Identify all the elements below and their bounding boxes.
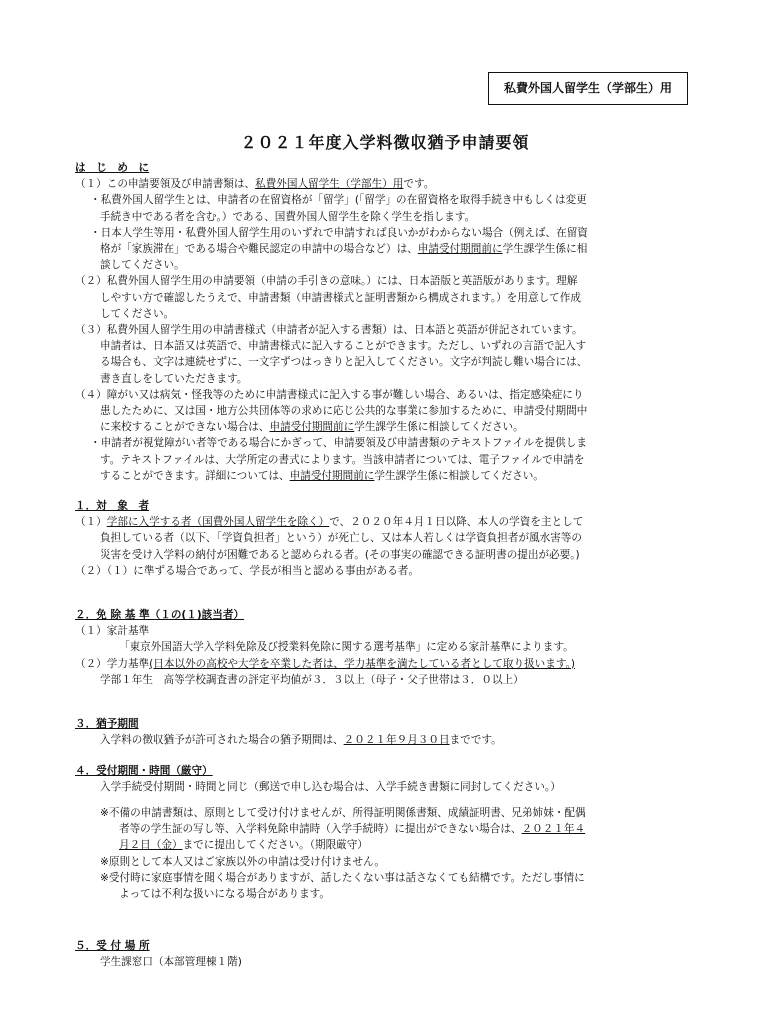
underlined-text: (日本以外の高校や大学を卒業した者は、学力基準を満たしている者として取り扱います。) (149, 657, 576, 670)
text: 者等の学生証の写し等、入学料免除申請時（入学手続時）に提出ができない場合は、 (119, 823, 522, 836)
section-line (75, 821, 705, 837)
page-title: ２０２１年度入学料徴収猶予申請要領 (240, 133, 530, 152)
underlined-text: 申請受付期間前に (269, 421, 355, 434)
underlined-text: ２０２１年４ (521, 823, 586, 836)
intro-section (75, 160, 705, 484)
underlined-text: 私費外国人留学生（学部生）用 (255, 178, 404, 191)
text: までです。 (449, 734, 502, 747)
criteria-section (75, 607, 705, 688)
underlined-text: 申請受付期間前に (417, 243, 503, 256)
text: することができます。詳細については、 (100, 469, 290, 482)
intro-line (75, 176, 705, 192)
intro-line: 書き直しをしていただきます。 (100, 372, 248, 385)
section-heading: ２．免 除 基 準（１の(１)該当者） (75, 609, 245, 622)
reception-period-section (75, 763, 705, 903)
text: までに提出してください。（期限厳守） (182, 839, 368, 852)
section-heading: ３．猶予期間 (75, 718, 139, 731)
section-heading: ４．受付期間・時間（厳守） (75, 764, 213, 777)
reception-place-section (75, 938, 705, 970)
audience-badge: 私費外国人留学生（学部生）用 (488, 72, 688, 105)
section-line: （２）（１）に準ずる場合であって、学長が相当と認める事由がある者。 (75, 564, 419, 577)
text: です。 (403, 178, 435, 191)
text: （１） (75, 516, 107, 529)
section-line: ※受付時に家庭事情を聞く場合がありますが、話したくない事は話さなくても結構です。ただし事情に (100, 871, 585, 884)
intro-line: しやすい方で確認したうえで、申請書類（申請書様式と証明書類から構成されます。）を用意して作成 (100, 291, 581, 304)
text: 学生課学生係に相談してください。 (374, 469, 544, 482)
intro-line: ・日本人学生等用・私費外国人留学生用のいずれで申請すれば良いかがわからない場合（例えば、在留資 (90, 226, 588, 239)
intro-line (75, 241, 705, 257)
intro-line: 患したために、又は国・地方公共団体等の求めに応じ公共的な事業に参加するために、申請受付期間中 (100, 405, 588, 418)
intro-line: 手続き中である者を含む。）である、国費外国人留学生を除く学生を指します。 (100, 210, 476, 223)
underlined-text: 学部に入学する者（国費外国人留学生を除く） (106, 516, 330, 529)
text: 学生課学生係に相 (502, 243, 588, 256)
section-line (75, 732, 705, 748)
section-line: 災害を受け入学料の納付が困難であると認められる者。(その事実の確認できる証明書の提出が必要。) (100, 548, 580, 561)
intro-line: す。テキストファイルは、大学所定の書式によります。当該申請者については、電子ファイルで申請を (100, 453, 585, 466)
intro-line: （３）私費外国人留学生用の申請書様式（申請者が記入する書類）は、日本語と英語が併記されています。 (75, 324, 583, 337)
intro-line: 申請者は、日本語又は英語で、申請書様式に記入することができます。ただし、いずれの言語で記入す (100, 340, 587, 353)
underlined-text: 申請受付期間前に (289, 469, 375, 482)
section-heading: １．対 象 者 (75, 500, 150, 513)
section-line: 「東京外国語大学入学料免除及び授業料免除に関する選考基準」に定める家計基準によります。 (119, 641, 574, 654)
intro-line: してください。 (100, 307, 175, 320)
section-line: ※不備の申請書類は、原則として受け付けませんが、所得証明関係書類、成績証明書、兄弟姉妹・配偶 (100, 806, 586, 819)
section-line: ※原則として本人又はご家族以外の申請は受け付けません。 (100, 855, 385, 868)
intro-line: ・申請者が視覚障がい者等である場合にかぎって、申請要領及び申請書類のテキストファイルを提供しま (90, 437, 587, 450)
section-line: よっては不利な扱いになる場合があります。 (119, 887, 331, 900)
text: （２）学力基準 (75, 657, 150, 670)
intro-heading: は じ め に (75, 162, 150, 174)
intro-line: （２）私費外国人留学生用の申請要領（申請の手引きの意味。）には、日本語版と英語版があります。理解 (75, 275, 578, 288)
text: 入学料の徴収猶予が許可された場合の猶予期間は、 (100, 734, 344, 747)
section-line (75, 837, 705, 853)
section-line (75, 656, 705, 672)
section-heading: ５．受 付 場 所 (75, 940, 150, 953)
text: 格が「家族滞在」である場合や難民認定の申請中の場合など）は、 (100, 243, 418, 256)
text: （１）この申請要領及び申請書類は、 (75, 178, 256, 191)
section-line: 学部１年生 高等学校調査書の評定平均値が３．３以上（母子・父子世帯は３．０以上） (100, 673, 524, 686)
deferral-period-section (75, 716, 705, 748)
underlined-text: ２０２１年９月３０日 (343, 734, 450, 747)
document-body (75, 160, 705, 971)
section-line (75, 514, 705, 530)
text: 学生課学生係に相談してください。 (354, 421, 524, 434)
intro-line: ・私費外国人留学生とは、申請者の在留資格が「留学」(「留学」の在留資格を取得手続き中もしくは変更 (90, 194, 587, 207)
intro-line (75, 468, 705, 484)
intro-line: 談してください。 (100, 259, 185, 272)
underlined-text: 月２日（金） (119, 839, 183, 852)
eligibility-section (75, 498, 705, 579)
intro-line (75, 419, 705, 435)
section-line: 入学手続受付期間・時間と同じ（郵送で申し込む場合は、入学手続き書類に同封してください。） (100, 780, 561, 793)
text: で、２０２０年４月１日以降、本人の学資を主として (329, 516, 584, 529)
intro-line: （４）障がい又は病気・怪我等のために申請書様式に記入する事が難しい場合、あるいは、指定感染症にり (75, 388, 584, 401)
intro-line: る場合も、文字は連続せずに、一文字ずつはっきりと記入してください。文字が判読し難い場合には、 (100, 356, 588, 369)
text: に来校することができない場合は、 (100, 421, 270, 434)
section-line: （１）家計基準 (75, 625, 150, 638)
section-line: 学生課窓口（本部管理棟１階) (100, 956, 242, 969)
section-line: 負担している者（以下、「学資負担者」という）が死亡し、又は本人若しくは学資負担者が風水害等の (100, 532, 583, 545)
